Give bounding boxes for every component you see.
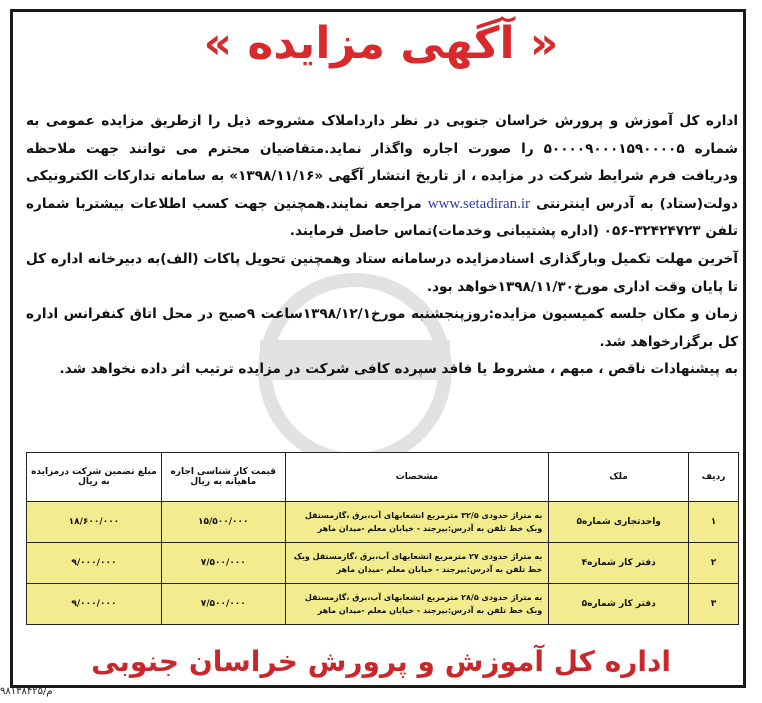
cell-row-number: ۲	[689, 543, 739, 584]
cell-base-price: ۷/۵۰۰/۰۰۰	[161, 584, 285, 625]
ad-code: ۹۸۱۳۸۴۲۵/م	[0, 686, 53, 697]
footer-organization: اداره کل آموزش و پرورش خراسان جنوبی	[91, 645, 671, 678]
cell-property: دفتر کار شماره۵	[549, 584, 689, 625]
header-base-price: قیمت کار شناسی اجاره ماهیانه به ریال	[161, 453, 285, 502]
cell-specs: به متراژ حدودی ۲۸/۵ مترمربع انشعابهای آب،برق ،گازمستقل وبک خط تلفن به آدرس:بیرجند - خیابان معلم -میدان ماهر	[285, 584, 549, 625]
paragraph-deadline: آخرین مهلت تکمیل وبارگذاری اسنادمزایده درسامانه ستاد وهمچنین تحویل پاکات (الف)به دبیرخانه اداره کل تا پایان وقت اداری مورخ۱۳۹۸/۱۱/۳۰خواهد بود.	[26, 250, 738, 295]
table-row	[27, 543, 739, 584]
cell-deposit: ۱۸/۶۰۰/۰۰۰	[27, 502, 162, 543]
cell-specs: به متراژ حدودی ۲۷ مترمربع انشعابهای آب،برق ،گازمستقل وبک خط تلفن به آدرس:بیرجند - خیابان معلم -میدان ماهر	[285, 543, 549, 584]
table-row	[27, 584, 739, 625]
cell-deposit: ۹/۰۰۰/۰۰۰	[27, 584, 162, 625]
properties-table-wrapper	[26, 452, 739, 625]
header-deposit: مبلغ تضمین شرکت درمزایده به ریال	[27, 453, 162, 502]
paragraph-commission: زمان و مکان جلسه کمیسیون مزایده:روزپنجشنبه مورخ۱۳۹۸/۱۲/۱ساعت ۹صبح در محل اتاق کنفرانس اداره کل برگزارخواهد شد.	[26, 306, 738, 350]
cell-deposit: ۹/۰۰۰/۰۰۰	[27, 543, 162, 584]
announcement-text: اداره کل آموزش و پرورش خراسان جنوبی در نظر دارداملاک مشروحه ذیل را ازطریق مزایده عمومی به شماره ۵۰۰۰۰۹۰۰۰۱۵۹۰۰۰۰۵ را صورت اجاره واگذار نماید.متقاضیان محترم می توانند جهت ملاحظه ودریافت فرم شرایط شرکت در مزایده ، از تاریخ انتشار آگهی «۱۳۹۸/۱۱/۱۶» به سامانه تدارکات الکترونیکی دولت(ستاد) به آدرس اینترنتی	[26, 113, 739, 212]
cell-property: دفتر کار شماره۴	[549, 543, 689, 584]
header-property: ملک	[549, 453, 689, 502]
cell-row-number: ۳	[689, 584, 739, 625]
page-title: « آگهی مزایده »	[203, 18, 559, 69]
table-header-row	[27, 453, 739, 502]
notice-body	[26, 108, 738, 384]
cell-specs: به متراژ حدودی ۳۲/۵ مترمربع انشعابهای آب،برق ،گازمستقل وبک خط تلفن به آدرس:بیرجند - خیابان معلم -میدان ماهر	[285, 502, 549, 543]
cell-row-number: ۱	[689, 502, 739, 543]
contact-text: مراجعه نمایند.همچنین جهت کسب اطلاعات بیشتربا شماره تلفن ۳۲۴۲۴۷۲۳-۰۵۶ (اداره پشتیبانی وخدمات)تماس حاصل فرمایند.	[26, 195, 738, 240]
cell-property: واحدتجاری شماره۵	[549, 502, 689, 543]
paragraph-announcement	[26, 108, 738, 246]
cell-base-price: ۱۵/۵۰۰/۰۰۰	[161, 502, 285, 543]
website-link[interactable]: www.setadiran.ir	[427, 195, 531, 212]
cell-base-price: ۷/۵۰۰/۰۰۰	[161, 543, 285, 584]
header-row-number: ردیف	[689, 453, 739, 502]
header-specs: مشخصات	[285, 453, 549, 502]
table-row	[27, 502, 739, 543]
paragraph-conditions: به پیشنهادات ناقص ، مبهم ، مشروط یا فاقد سپرده کافی شرکت در مزایده ترتیب اثر داده نخواهد شد.	[59, 361, 738, 378]
properties-table	[26, 452, 739, 625]
